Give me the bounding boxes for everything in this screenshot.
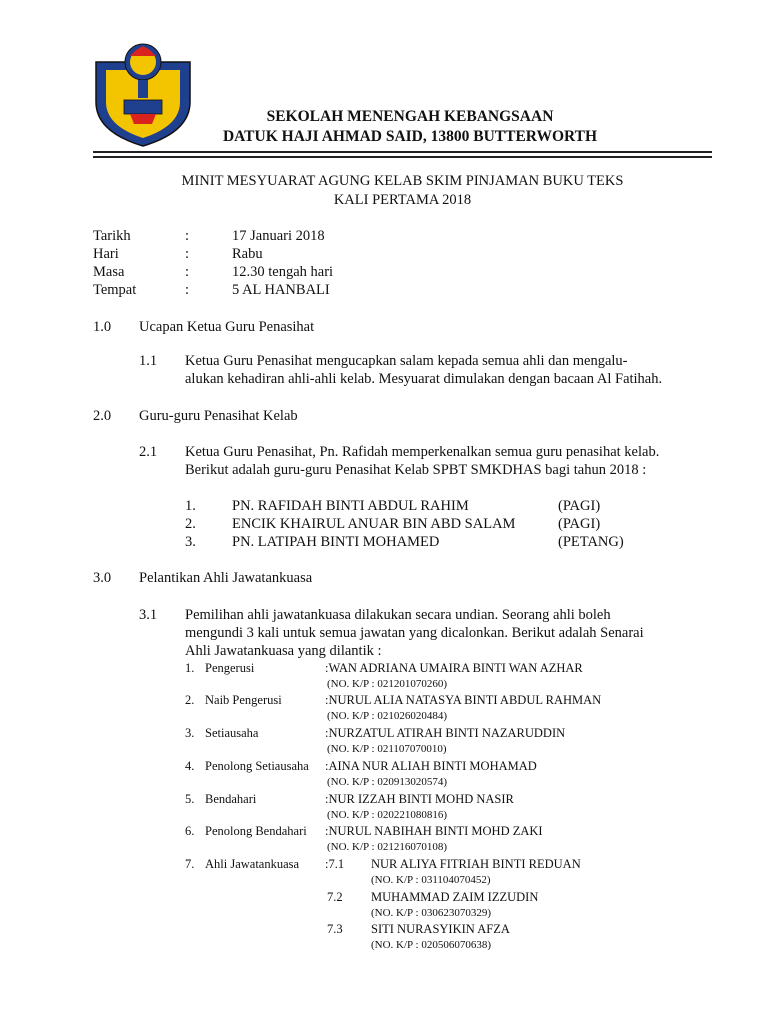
committee-role: Pengerusi bbox=[205, 661, 255, 675]
meta-value-date: 17 Januari 2018 bbox=[232, 228, 325, 244]
subsection-number: 2.1 bbox=[139, 444, 158, 460]
advisor-name: PN. RAFIDAH BINTI ABDUL RAHIM bbox=[232, 498, 469, 514]
advisor-session: (PETANG) bbox=[558, 534, 624, 550]
committee-member-name: SITI NURASYIKIN AFZA bbox=[371, 922, 510, 936]
list-item-number: 4. bbox=[185, 759, 195, 773]
ajk-sub-number: :7.1 bbox=[325, 857, 345, 871]
committee-role: Ahli Jawatankuasa bbox=[205, 857, 300, 871]
minutes-title-line2: KALI PERTAMA 2018 bbox=[333, 192, 472, 208]
section-heading: Guru-guru Penasihat Kelab bbox=[139, 408, 298, 424]
list-item-number: 2. bbox=[185, 516, 196, 532]
committee-role: Naib Pengerusi bbox=[205, 693, 282, 707]
advisor-name: PN. LATIPAH BINTI MOHAMED bbox=[232, 534, 440, 550]
committee-member-ic: (NO. K/P : 020913020574) bbox=[327, 776, 447, 788]
paragraph-line: Pemilihan ahli jawatankuasa dilakukan secara undian. Seorang ahli boleh bbox=[185, 607, 611, 623]
committee-role: Setiausaha bbox=[205, 726, 259, 740]
header-divider-bottom bbox=[93, 156, 712, 158]
advisor-session: (PAGI) bbox=[558, 516, 601, 532]
list-item-number: 7. bbox=[185, 857, 195, 871]
minutes-title-line1: MINIT MESYUARAT AGUNG KELAB SKIM PINJAMAN BUKU TEKS bbox=[181, 173, 624, 189]
subsection-number: 1.1 bbox=[139, 353, 158, 369]
paragraph-line: Ketua Guru Penasihat, Pn. Rafidah memperkenalkan semua guru penasihat kelab. bbox=[185, 444, 660, 460]
committee-member-ic: (NO. K/P : 020506070638) bbox=[371, 939, 491, 951]
meta-label-day: Hari bbox=[93, 246, 119, 262]
committee-member-name: :NURZATUL ATIRAH BINTI NAZARUDDIN bbox=[325, 726, 566, 740]
meta-sep: : bbox=[185, 228, 190, 244]
section-number: 3.0 bbox=[93, 570, 112, 586]
list-item-number: 2. bbox=[185, 693, 195, 707]
committee-role: Penolong Bendahari bbox=[205, 824, 307, 838]
list-item-number: 6. bbox=[185, 824, 195, 838]
list-item-number: 5. bbox=[185, 792, 195, 806]
advisor-session: (PAGI) bbox=[558, 498, 601, 514]
paragraph-line: Ahli Jawatankuasa yang dilantik : bbox=[185, 643, 382, 659]
list-item-number: 3. bbox=[185, 726, 195, 740]
committee-member-name: MUHAMMAD ZAIM IZZUDIN bbox=[371, 890, 539, 904]
meta-sep: : bbox=[185, 246, 190, 262]
list-item-number: 1. bbox=[185, 661, 195, 675]
section-number: 2.0 bbox=[93, 408, 112, 424]
committee-member-name: :AINA NUR ALIAH BINTI MOHAMAD bbox=[325, 759, 537, 773]
meta-sep: : bbox=[185, 282, 190, 298]
school-name-line1: SEKOLAH MENENGAH KEBANGSAAN bbox=[266, 108, 554, 125]
committee-member-ic: (NO. K/P : 031104070452) bbox=[371, 874, 491, 886]
meta-value-day: Rabu bbox=[232, 246, 263, 262]
committee-role: Penolong Setiausaha bbox=[205, 759, 309, 773]
committee-member-ic: (NO. K/P : 021201070260) bbox=[327, 678, 447, 690]
section-heading: Ucapan Ketua Guru Penasihat bbox=[139, 319, 315, 335]
paragraph-line: alukan kehadiran ahli-ahli kelab. Mesyuarat dimulakan dengan bacaan Al Fatihah. bbox=[185, 371, 663, 387]
paragraph-line: mengundi 3 kali untuk semua jawatan yang dicalonkan. Berikut adalah Senarai bbox=[185, 625, 644, 641]
ajk-sub-number: 7.2 bbox=[327, 890, 343, 904]
meta-sep: : bbox=[185, 264, 190, 280]
paragraph-line: Berikut adalah guru-guru Penasihat Kelab SPBT SMKDHAS bagi tahun 2018 : bbox=[185, 462, 647, 478]
meta-value-time: 12.30 tengah hari bbox=[232, 264, 334, 280]
committee-member-name: :NURUL NABIHAH BINTI MOHD ZAKI bbox=[325, 824, 543, 838]
paragraph-line: Ketua Guru Penasihat mengucapkan salam kepada semua ahli dan mengalu- bbox=[185, 353, 628, 369]
committee-member-name: :NUR IZZAH BINTI MOHD NASIR bbox=[325, 792, 514, 806]
committee-member-name: :WAN ADRIANA UMAIRA BINTI WAN AZHAR bbox=[325, 661, 583, 675]
committee-member-ic: (NO. K/P : 021026020484) bbox=[327, 710, 447, 722]
committee-role: Bendahari bbox=[205, 792, 257, 806]
advisor-name: ENCIK KHAIRUL ANUAR BIN ABD SALAM bbox=[232, 516, 516, 532]
subsection-number: 3.1 bbox=[139, 607, 158, 623]
meta-value-place: 5 AL HANBALI bbox=[232, 282, 330, 298]
meta-label-time: Masa bbox=[93, 264, 125, 280]
committee-member-name: :NURUL ALIA NATASYA BINTI ABDUL RAHMAN bbox=[325, 693, 602, 707]
meta-label-date: Tarikh bbox=[93, 228, 131, 244]
committee-member-ic: (NO. K/P : 030623070329) bbox=[371, 907, 491, 919]
list-item-number: 1. bbox=[185, 498, 196, 514]
list-item-number: 3. bbox=[185, 534, 196, 550]
committee-member-ic: (NO. K/P : 020221080816) bbox=[327, 809, 447, 821]
committee-member-name: NUR ALIYA FITRIAH BINTI REDUAN bbox=[371, 857, 581, 871]
school-name-line2: DATUK HAJI AHMAD SAID, 13800 BUTTERWORTH bbox=[222, 128, 598, 145]
committee-member-ic: (NO. K/P : 021216070108) bbox=[327, 841, 447, 853]
committee-member-ic: (NO. K/P : 021107070010) bbox=[327, 743, 447, 755]
section-heading: Pelantikan Ahli Jawatankuasa bbox=[139, 570, 313, 586]
section-number: 1.0 bbox=[93, 319, 112, 335]
meta-label-place: Tempat bbox=[93, 282, 137, 298]
ajk-sub-number: 7.3 bbox=[327, 922, 343, 936]
header-divider-top bbox=[93, 151, 712, 153]
